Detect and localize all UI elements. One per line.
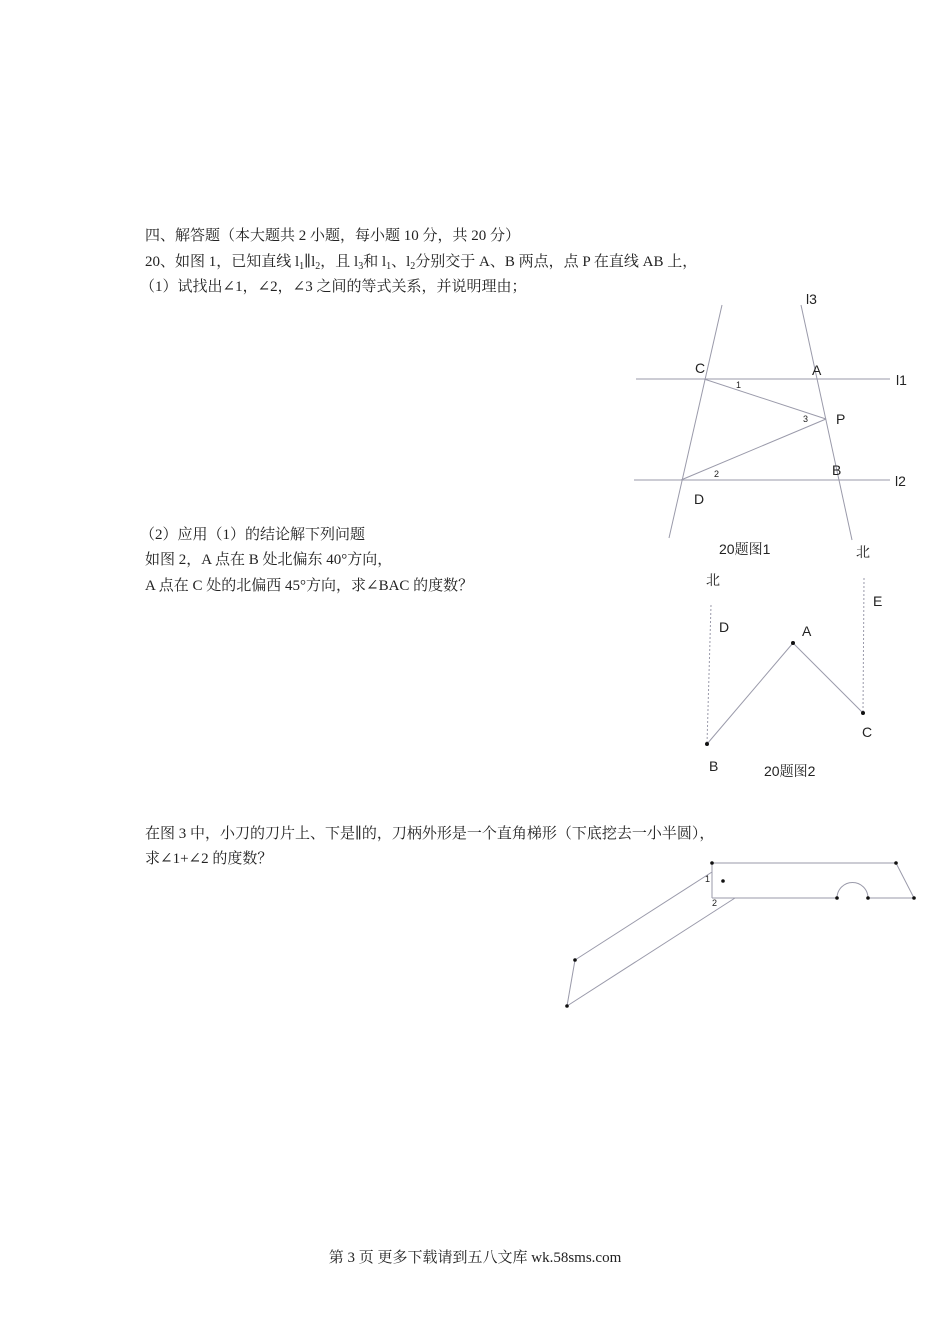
label-point-c2: C xyxy=(862,724,873,740)
label-north-left: 北 xyxy=(706,572,720,588)
question-20-part1: （1）试找出∠1，∠2，∠3 之间的等式关系，并说明理由； xyxy=(140,279,527,295)
question-20-intro: 20、如图 1，已知直线 $l_1\parallel l_2$，且 $l_3$和 $l_1$、$l_2$分别交于 A、B 两点，点 P 在直线 AB 上， xyxy=(145,254,698,272)
figure3-question-line1: 在图 3 中，小刀的刀片上、下是∥的，刀柄外形是一个直角梯形（下底挖去一小半圆）， xyxy=(145,826,715,842)
label-l1: l1 xyxy=(896,372,907,388)
blade-tip xyxy=(567,960,575,1006)
label-fig3-angle-2: 2 xyxy=(712,898,718,908)
figure-2 xyxy=(705,544,882,779)
point-c xyxy=(861,711,865,715)
question-20-part2-line2: A 点在 C 处的北偏西 45°方向，求∠BAC 的度数？ xyxy=(145,578,474,594)
point-notch-left xyxy=(835,896,839,900)
segment-cp xyxy=(704,379,826,419)
segment-ac xyxy=(793,643,863,713)
label-point-a2: A xyxy=(802,623,812,639)
label-point-d2: D xyxy=(719,619,730,635)
handle-right-slant xyxy=(896,863,914,898)
label-north-right: 北 xyxy=(856,544,870,560)
north-line-b xyxy=(707,605,711,744)
figure2-caption: 20题图2 xyxy=(764,763,816,779)
label-angle-1: 1 xyxy=(736,380,742,390)
north-line-c xyxy=(863,578,864,713)
label-point-e: E xyxy=(873,593,883,609)
blade-bottom-edge xyxy=(567,898,735,1006)
label-point-b2: B xyxy=(709,758,719,774)
page-footer: 第 3 页 更多下载请到五八文库 wk.58sms.com xyxy=(328,1250,622,1266)
label-point-a: A xyxy=(812,362,822,378)
label-fig3-angle-1: 1 xyxy=(705,874,711,884)
point-blade-tip xyxy=(565,1004,569,1008)
blade-top-edge xyxy=(575,872,712,960)
point-notch-right xyxy=(866,896,870,900)
point-handle-top-right xyxy=(894,861,898,865)
point-handle-top-left xyxy=(710,861,714,865)
label-point-c: C xyxy=(695,360,706,376)
figure-1 xyxy=(634,291,907,557)
label-angle-2: 2 xyxy=(714,469,720,479)
segment-dp xyxy=(681,419,826,480)
figure3-question-line2: 求∠1+∠2 的度数？ xyxy=(145,851,273,867)
label-point-p: P xyxy=(836,411,846,427)
label-point-b: B xyxy=(832,462,842,478)
label-l3: l3 xyxy=(806,291,817,307)
point-b xyxy=(705,742,709,746)
label-point-d: D xyxy=(694,491,705,507)
question-20-part2-title: （2）应用（1）的结论解下列问题 xyxy=(140,527,366,543)
figure-3 xyxy=(565,861,916,1008)
label-l2: l2 xyxy=(895,473,906,489)
question-20-part2-line1: 如图 2，A 点在 B 处北偏东 40°方向， xyxy=(145,552,393,568)
point-blade-top xyxy=(573,958,577,962)
label-angle-3: 3 xyxy=(803,414,809,424)
point-handle-inner xyxy=(721,879,725,883)
handle-semicircle xyxy=(837,883,868,899)
figure1-caption: 20题图1 xyxy=(719,541,771,557)
point-handle-bottom-right xyxy=(912,896,916,900)
segment-ba xyxy=(707,643,793,744)
section-heading: 四、解答题（本大题共 2 小题，每小题 10 分，共 20 分） xyxy=(145,228,521,244)
point-a xyxy=(791,641,795,645)
